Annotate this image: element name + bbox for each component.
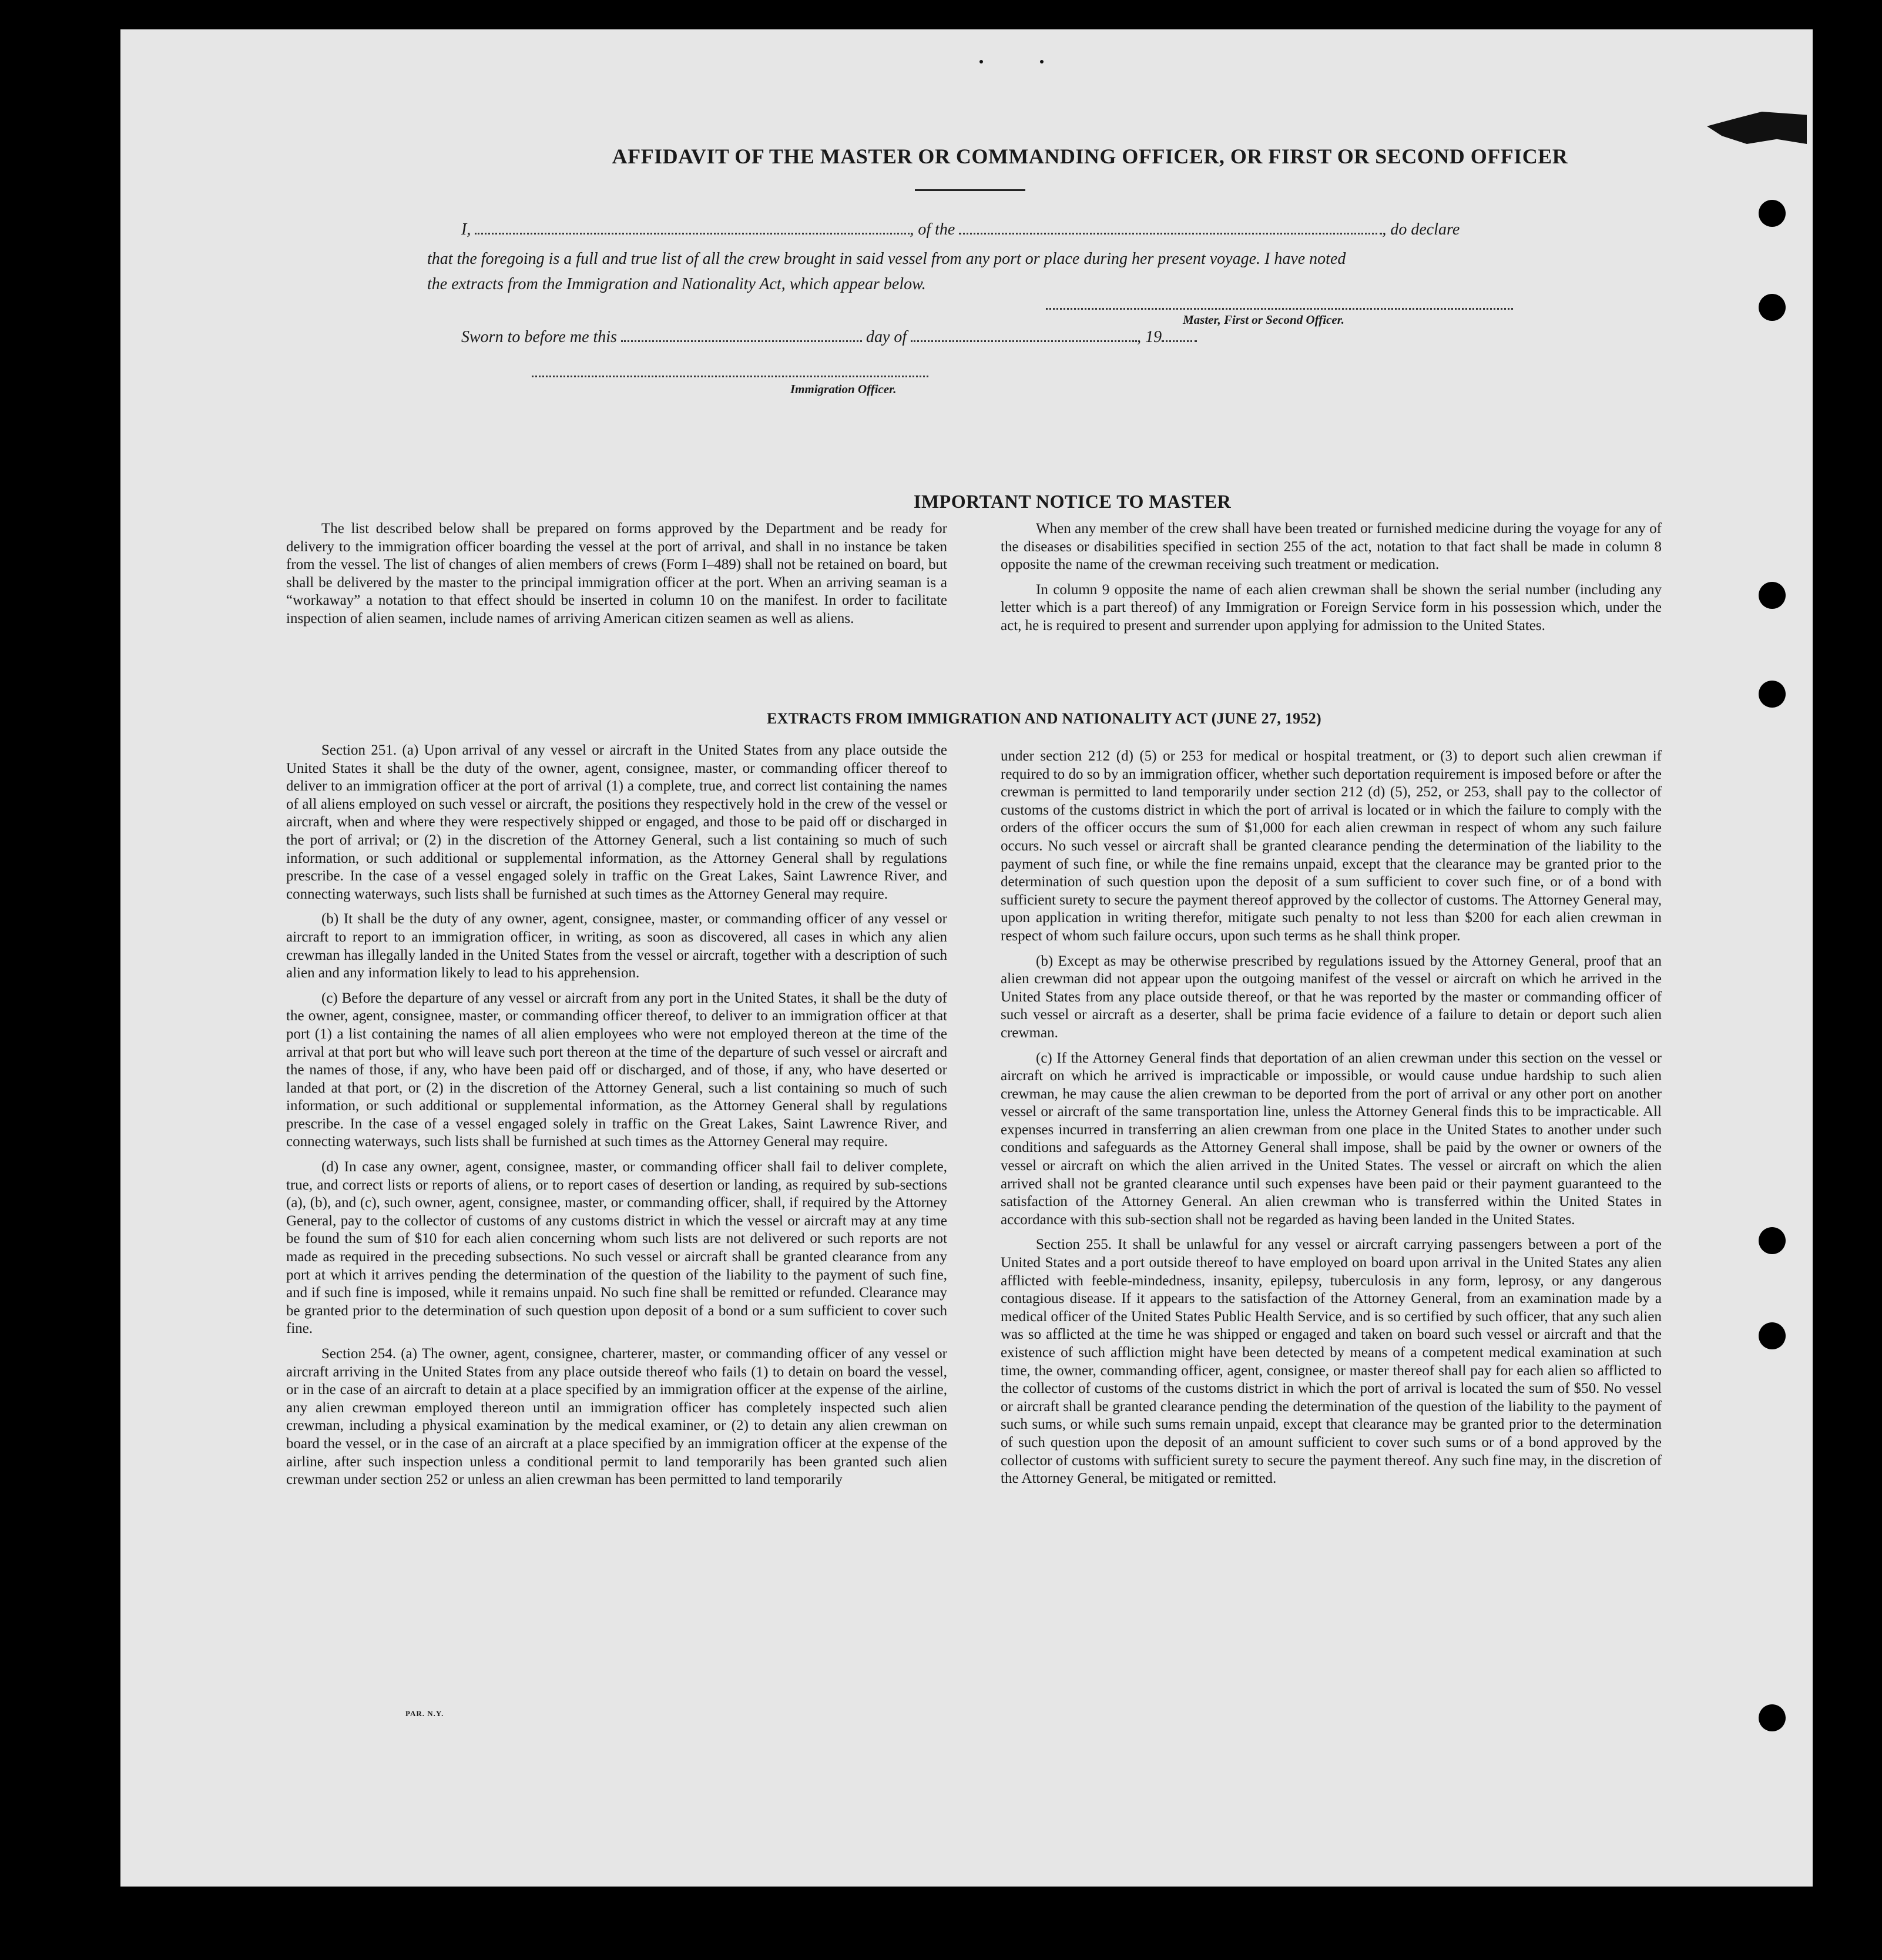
declaration-line-1 <box>461 220 1460 239</box>
speck <box>979 60 983 63</box>
notice-left-column <box>286 520 947 635</box>
binder-hole <box>1759 1704 1786 1731</box>
binder-hole <box>1759 200 1786 227</box>
master-signature-label: Master, First or Second Officer. <box>1183 313 1344 327</box>
binder-hole <box>1759 1227 1786 1254</box>
extracts-title: EXTRACTS FROM IMMIGRATION AND NATIONALITY ACT (JUNE 27, 1952) <box>767 710 1322 727</box>
sworn-year-field[interactable] <box>1162 338 1197 342</box>
notice-right-column <box>1001 520 1662 642</box>
declaration-line-3: the extracts from the Immigration and Nationality Act, which appear below. <box>427 275 926 293</box>
section-254-b: (b) Except as may be otherwise prescribed by regulations issued by the Attorney General, proof that an alien crewman did not appear upon the outgoing manifest of the vessel or aircraft on which he arrived in the United States from any place outside thereof, or that he was reported by the master or commanding officer of such vessel or aircraft as a deserter, shall be prima facie evidence of a failure to detain or deport such alien crewman. <box>1001 953 1662 1041</box>
document-page <box>120 29 1813 1887</box>
do-declare-label: , do declare <box>1382 220 1460 239</box>
i-label: I, <box>461 220 471 239</box>
of-the-label: , of the <box>910 220 955 239</box>
notice-title: IMPORTANT NOTICE TO MASTER <box>914 491 1232 512</box>
speck <box>1040 60 1044 63</box>
declaration-line-2: that the foregoing is a full and true list of all the crew brought in said vessel from any port or place during her present voyage. I have noted <box>427 250 1346 268</box>
affidavit-title: AFFIDAVIT OF THE MASTER OR COMMANDING OFFICER, OR FIRST OR SECOND OFFICER <box>612 145 1568 168</box>
binder-hole <box>1759 294 1786 321</box>
officer-signature-label: Immigration Officer. <box>790 382 897 396</box>
printer-imprint: PAR. N.Y. <box>405 1709 444 1718</box>
year-label: , 19 <box>1137 328 1162 346</box>
section-254-a-continued: under section 212 (d) (5) or 253 for medical or hospital treatment, or (3) to deport such alien crewman if required to do so by an immigration officer, whether such deportation requirement is imposed before or after the crewman is permitted to land temporarily under section 212 (d) (5), 252, or 253, shall pay to the collector of customs of the customs district in which the port of arrival is located or in which the failure to comply with the orders of the officer occurs the sum of $1,000 for each alien crewman in respect of whom any such failure occurs. No such vessel or aircraft shall be granted clearance pending the determination of the liability to the payment of such fine, or while the fine remains unpaid, except that the clearance may be granted prior to the determination of such question upon the deposit of a sum sufficient to cover such fine, or of a bond with sufficient surety to secure the payment thereof approved by the collector of customs. The Attorney General may, upon application in writing therefor, mitigate such penalty to not less than $200 for each alien crewman in respect of whom such failure occurs, upon such terms as he shall think proper. <box>1001 748 1662 944</box>
section-254-c: (c) If the Attorney General finds that deportation of an alien crewman under this section on the vessel or aircraft on which he arrived is impracticable or impossible, or would cause undue hardship to such alien crewman, he may cause the alien crewman to be deported from the port of arrival or any other port on another vessel or aircraft of the same transportation line, unless the Attorney General finds this to be impracticable. All expenses incurred in transferring an alien crewman from one place in the United States to another under such conditions and safeguards as the Attorney General shall impose, shall be paid by the owner or owners of the vessel or aircraft on which the alien arrived in the United States. The vessel or aircraft on which the alien arrived shall not be granted clearance until such expenses have been paid or their payment guaranteed to the satisfaction of the Attorney General. An alien crewman who is transferred within the United States in accordance with this sub-section shall not be regarded as having been landed in the United States. <box>1001 1050 1662 1228</box>
notice-right-paragraph-2: In column 9 opposite the name of each alien crewman shall be shown the serial number (including any letter which is a part thereof) of any Immigration or Foreign Service form in his possession which, under the act, he is required to present and surrender upon applying for admission to the United States. <box>1001 581 1662 634</box>
vessel-field[interactable] <box>959 230 1382 234</box>
notice-right-paragraph-1: When any member of the crew shall have been treated or furnished medicine during the voyage for any of the diseases or disabilities specified in section 255 of the act, notation to that fact shall be made in column 8 opposite the name of the crewman receiving such treatment or medication. <box>1001 521 1662 573</box>
sworn-day-field[interactable] <box>621 338 862 342</box>
master-signature-field[interactable] <box>1046 306 1513 310</box>
extracts-left-column <box>286 742 947 1496</box>
sworn-line <box>461 328 1197 347</box>
binder-hole <box>1759 681 1786 708</box>
sworn-label: Sworn to before me this <box>461 328 617 346</box>
name-field[interactable] <box>475 230 910 234</box>
section-251-c: (c) Before the departure of any vessel or aircraft from any port in the United States, it shall be the duty of the owner, agent, consignee, master, or commanding officer thereof, to deliver to an immigration officer at that port (1) a list containing the names of all alien employees who were not employed thereon at the time of the arrival at that port but who will leave such port thereon at the time of the departure of such vessel or aircraft and the names of those, if any, who have been paid off or discharged, and of those, if any, who have deserted or landed at that port, or (2) in the discretion of the Attorney General, such a list containing so much of such information, or such additional or supplemental information, as the Attorney General shall by regulations prescribe. In the case of a vessel engaged solely in traffic on the Great Lakes, Saint Lawrence River, and connecting waterways, such lists shall be furnished at such times as the Attorney General may require. <box>286 990 947 1150</box>
officer-signature-field[interactable] <box>532 373 928 377</box>
day-of-label: day of <box>865 328 907 346</box>
section-254-a: Section 254. (a) The owner, agent, consignee, charterer, master, or commanding officer of any vessel or aircraft arriving in the United States from any place outside thereof who fails (1) to detain on board the vessel, or in the case of an aircraft to detain at a place specified by an immigration officer at the expense of the airline, any alien crewman employed thereon until an immigration officer has completely inspected such alien crewman, including a physical examination by the medical examiner, or (2) to detain any alien crewman on board the vessel, or in the case of an aircraft at a place specified by an immigration officer at the expense of the airline, after such inspection unless a conditional permit to land temporarily has been granted such alien crewman under section 252 or unless an alien crewman has been permitted to land temporarily <box>286 1346 947 1488</box>
section-251-b: (b) It shall be the duty of any owner, agent, consignee, master, or commanding officer of any vessel or aircraft to report to an immigration officer, in writing, as soon as discovered, all cases in which any alien crewman has illegally landed in the United States from the vessel or aircraft, together with a description of such alien and any information likely to lead to his apprehension. <box>286 911 947 981</box>
sworn-month-field[interactable] <box>911 338 1137 342</box>
section-251-a: Section 251. (a) Upon arrival of any vessel or aircraft in the United States from any place outside the United States it shall be the duty of the owner, agent, consignee, master, or commanding officer thereof to deliver to an immigration officer at the port of arrival (1) a complete, true, and correct list containing the names of all aliens employed on such vessel or aircraft, the positions they respectively hold in the crew of the vessel or aircraft, when and where they were respectively shipped or engaged, and those to be paid off or discharged in the port of arrival; or (2) in the discretion of the Attorney General, such a list containing so much of such information, or such additional or supplemental information, as the Attorney General shall by regulations prescribe. In the case of a vessel engaged solely in traffic on the Great Lakes, Saint Lawrence River, and connecting waterways, such lists shall be furnished at such times as the Attorney General may require. <box>286 742 947 902</box>
binder-hole <box>1759 582 1786 609</box>
extracts-right-column <box>1001 748 1662 1495</box>
notice-left-paragraph: The list described below shall be prepared on forms approved by the Department and be ready for delivery to the immigration officer boarding the vessel at the port of arrival, and shall in no instance be taken from the vessel. The list of changes of alien members of crews (Form I–489) shall not be retained on board, but shall be delivered by the master to the principal immigration officer at the port. When an arriving seaman is a “workaway” a notation to that effect should be inserted in column 10 on the manifest. In order to facilitate inspection of alien seamen, include names of arriving American citizen seamen as well as aliens. <box>286 521 947 626</box>
section-251-d: (d) In case any owner, agent, consignee, master, or commanding officer shall fail to deliver complete, true, and correct lists or reports of aliens, or to report cases of desertion or landing, as required by sub-sections (a), (b), and (c), such owner, agent, consignee, master, or commanding officer, shall, if required by the Attorney General, pay to the collector of customs of any customs district in which the vessel or aircraft may at any time be found the sum of $10 for each alien concerning whom such lists are not delivered or such reports are not made as required in the preceding subsections. No such vessel or aircraft shall be granted clearance from any port at which it arrives pending the determination of the question of the liability to the payment of such fine, and if such fine is imposed, while it remains unpaid. No such fine shall be remitted or refunded. Clearance may be granted prior to the determination of such question upon deposit of a bond or a sum sufficient to cover such fine. <box>286 1159 947 1337</box>
title-underline <box>915 189 1025 191</box>
section-255: Section 255. It shall be unlawful for any vessel or aircraft carrying passengers between a port of the United States and a port outside thereof to have employed on board upon arrival in the United States any alien afflicted with feeble-mindedness, insanity, epilepsy, tuberculosis in any form, leprosy, or any dangerous contagious disease. If it appears to the satisfaction of the Attorney General, from an examination made by a medical officer of the United States Public Health Service, and is so certified by such officer, that any such alien was so afflicted at the time he was shipped or engaged and taken on board such vessel or aircraft and that the existence of such affliction might have been detected by means of a competent medical examination at such time, the owner, commanding officer, agent, consignee, or master thereof shall pay for each alien so afflicted to the collector of customs of the customs district in which the port of arrival is located the sum of $50. No vessel or aircraft shall be granted clearance pending the determination of the question of the liability to the payment of such sums, or while such sums remain unpaid, except that clearance may be granted prior to the determination of such question upon the deposit of an amount sufficient to cover such sums or of a bond approved by the collector of customs with sufficient surety to secure the payment thereof. Any such fine may, in the discretion of the Attorney General, be mitigated or remitted. <box>1001 1237 1662 1487</box>
torn-edge <box>1707 112 1807 144</box>
binder-hole <box>1759 1322 1786 1349</box>
